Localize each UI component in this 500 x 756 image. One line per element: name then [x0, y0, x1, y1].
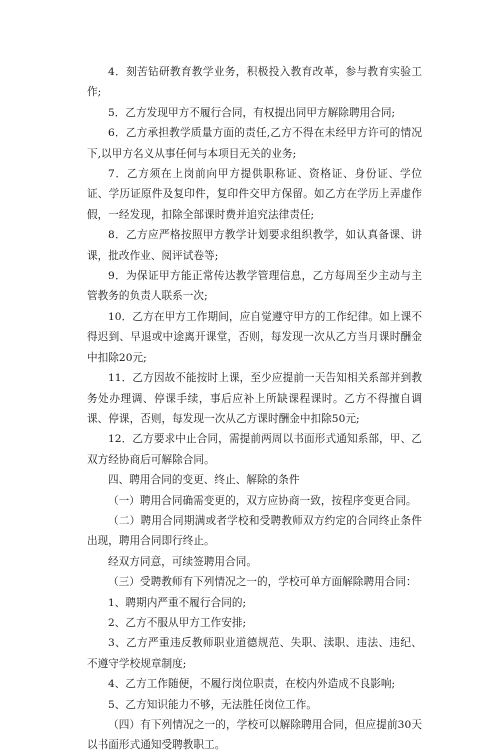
paragraph-item-4: （四）有下列情况之一的，学校可以解除聘用合同，但应提前30天以书面形式通知受聘教职工。: [87, 719, 422, 752]
section-heading-contract-change: 四、聘用合同的变更、终止、解除的条件: [108, 474, 300, 487]
paragraph-clause-11: 11．乙方因故不能按时上课，至少应提前一天告知相关系部并到教务处办理调、停课手续，事后应补上所缺课程课时。乙方不得擅自调课、停课，否则，每发现一次从乙方课时酬金中扣除50元;: [87, 372, 422, 425]
paragraph-clause-4: 4．刻苦钻研教育教学业务，积极投入教育改革，参与教育实验工作;: [87, 66, 422, 99]
paragraph-item-2: （二）聘用合同期满或者学校和受聘教师双方约定的合同终止条件出现，聘用合同即行终止。: [87, 514, 422, 548]
paragraph-clause-7: 7．乙方须在上岗前向甲方提供职称证、资格证、身份证、学位证、学历证原件及复印件，复印件交甲方保留。如乙方在学历上弄虚作假，一经发现，扣除全部课时费并追究法律责任;: [87, 168, 422, 221]
paragraph-item-1: （一）聘用合同确需变更的，双方应协商一致，按程序变更合同。: [108, 494, 417, 507]
paragraph-item-3: （三）受聘教师有下列情况之一的，学校可单方面解除聘用合同：: [108, 576, 417, 589]
list-item-termination-2: 2、乙方不服从甲方工作安排;: [108, 616, 247, 629]
paragraph-clause-10: 10．乙方在甲方工作期间，应自觉遵守甲方的工作纪律。如上课不得迟到、早退或中途离开课堂，否则，每发现一次从乙方当月课时酬金中扣除20元;: [87, 310, 422, 364]
list-item-termination-3: 3、乙方严重违反教师职业道德规范、失职、渎职、违法、违纪、不遵守学校规章制度;: [87, 637, 422, 670]
paragraph-renewal: 经双方同意，可续签聘用合同。: [108, 555, 258, 568]
paragraph-clause-9: 9．为保证甲方能正常传达教学管理信息，乙方每周至少主动与主管教务的负责人联系一次;: [87, 270, 422, 303]
list-item-termination-1: 1、聘期内严重不履行合同的;: [108, 596, 247, 609]
list-item-termination-5: 5、乙方知识能力不够，无法胜任岗位工作。: [108, 698, 318, 711]
document-body: [87, 62, 422, 756]
paragraph-clause-5: 5．乙方发现甲方不履行合同，有权提出同甲方解除聘用合同;: [108, 106, 396, 119]
paragraph-clause-12: 12．乙方要求中止合同，需提前两周以书面形式通知系部，甲、乙双方经协商后可解除合同。: [87, 433, 422, 466]
paragraph-clause-6: 6．乙方承担教学质量方面的责任,乙方不得在未经甲方许可的情况下,以甲方名义从事任何与本项目无关的业务;: [87, 127, 422, 160]
list-item-termination-4: 4、乙方工作随便，不履行岗位职责，在校内外造成不良影响;: [108, 678, 396, 691]
paragraph-clause-8: 8．乙方应严格按照甲方教学计划要求组织教学，如认真备课、讲课，批改作业、阅评试卷等;: [87, 229, 422, 262]
